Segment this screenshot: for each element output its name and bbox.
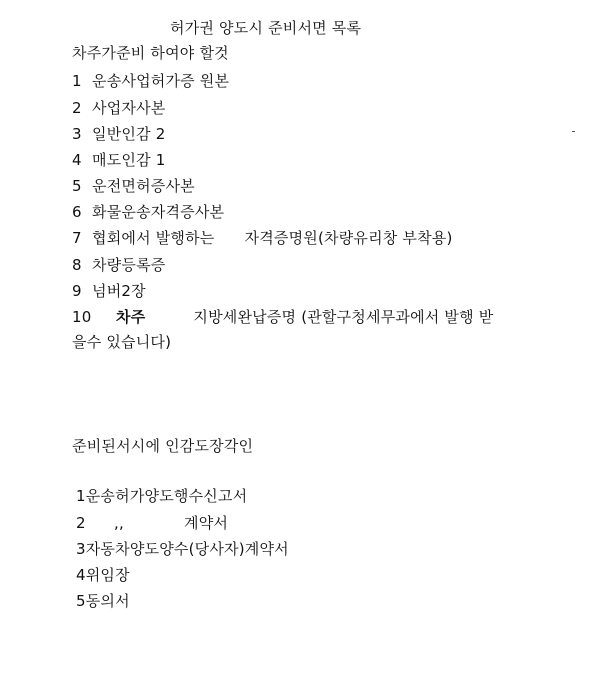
item-text: 계약서 [184,514,229,532]
item-number: 8 [72,256,82,274]
list-item-7 [72,228,453,248]
item-text-issuer: 협회에서 발행하는 [92,229,215,247]
item-number: 9 [72,282,82,300]
document-title: 허가권 양도시 준비서면 목록 [170,19,362,37]
item-number: 5 [72,177,82,195]
list-item-1 [72,71,229,91]
scan-speck [572,131,575,132]
required-doc-2 [76,513,228,533]
item-text: 사업자사본 [92,99,166,117]
item-text-certificate: 자격증명원(차량유리창 부착용) [244,229,453,247]
subtitle: 차주가준비 하여야 할것 [72,44,229,62]
item-text: 운전면허증사본 [92,177,195,195]
item-text: 화물운송자격증사본 [92,203,225,221]
item-number: 10 [72,308,92,326]
list-item-4 [72,150,165,170]
required-doc-3: 3자동차양도양수(당사자)계약서 [76,540,289,558]
item-number: 6 [72,203,82,221]
item-number: 4 [72,151,82,169]
item-number: 7 [72,229,82,247]
list-item-5 [72,176,195,196]
item-number: 1 [72,72,82,90]
item-text: 넘버2장 [92,282,146,300]
list-item-10 [72,307,493,327]
item-text: 매도인감 1 [92,151,166,169]
required-doc-1: 1운송허가양도행수신고서 [76,487,248,505]
list-item-6 [72,202,224,222]
section-heading: 준비된서시에 인감도장각인 [72,437,254,455]
item-number: 2 [76,514,86,532]
list-item-2 [72,98,165,118]
list-item-10-continuation: 을수 있습니다) [72,333,172,351]
item-owner-label: 차주 [116,308,146,326]
item-text: 운송사업허가증 원본 [92,72,230,90]
list-item-8 [72,255,165,275]
item-number: 3 [72,125,82,143]
item-number: 2 [72,99,82,117]
list-item-3 [72,124,165,144]
required-doc-4: 4위임장 [76,566,130,584]
ditto-mark: ,, [114,514,124,532]
item-text: 차량등록증 [92,256,166,274]
item-text: 지방세완납증명 (관할구청세무과에서 발행 받 [193,308,494,326]
item-text: 일반인감 2 [92,125,166,143]
list-item-9 [72,281,146,301]
required-doc-5: 5동의서 [76,592,130,610]
